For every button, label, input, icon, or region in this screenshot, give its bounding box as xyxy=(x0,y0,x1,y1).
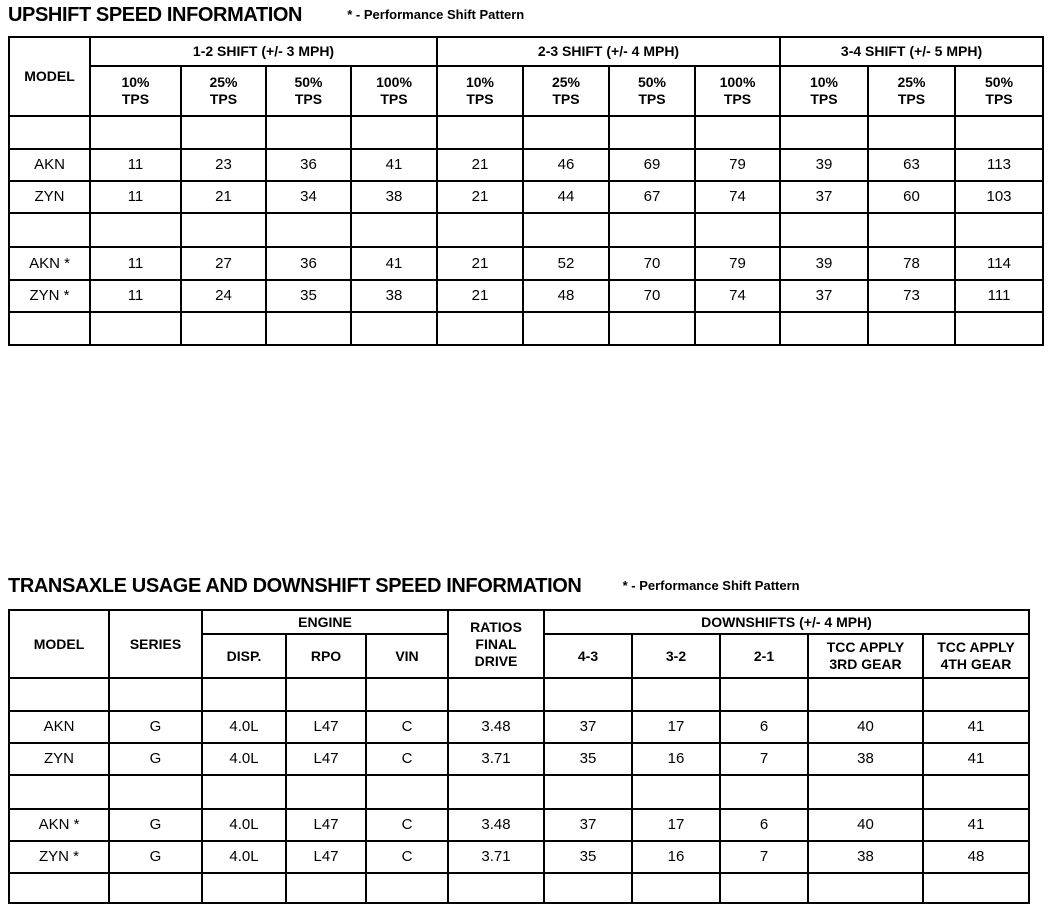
shift-34-header: 3-4 SHIFT (+/- 5 MPH) xyxy=(780,37,1043,66)
table-row: ZYN * 11 24 35 38 21 48 70 74 37 73 111 xyxy=(9,280,1043,312)
upshift-tps-header-row xyxy=(9,66,1043,116)
transaxle-note: * - Performance Shift Pattern xyxy=(622,578,800,593)
transaxle-table xyxy=(8,609,1030,904)
model-cell: AKN * xyxy=(9,247,90,280)
model-cell: ZYN xyxy=(9,743,109,775)
table-row-blank xyxy=(9,116,1043,149)
ratios-header: RATIOS FINAL DRIVE xyxy=(448,610,544,678)
tps-header: 10% TPS xyxy=(437,66,523,116)
tps-header: 10% TPS xyxy=(90,66,181,116)
table-row: ZYN 11 21 34 38 21 44 67 74 37 60 103 xyxy=(9,181,1043,213)
upshift-heading xyxy=(8,4,524,27)
upshift-model-header: MODEL xyxy=(9,37,90,116)
upshift-title: UPSHIFT SPEED INFORMATION xyxy=(8,4,303,26)
table-row: AKN * 11 27 36 41 21 52 70 79 39 78 114 xyxy=(9,247,1043,280)
table-row: ZYN * G 4.0L L47 C 3.71 35 16 7 38 48 xyxy=(9,841,1029,873)
shift-12-header: 1-2 SHIFT (+/- 3 MPH) xyxy=(90,37,437,66)
rpo-header: RPO xyxy=(286,634,366,678)
tps-header: 50% TPS xyxy=(609,66,695,116)
model-cell: AKN xyxy=(9,711,109,743)
series-header: SERIES xyxy=(109,610,202,678)
tcc-4th-header: TCC APPLY 4TH GEAR xyxy=(923,634,1029,678)
table-row-blank xyxy=(9,873,1029,903)
transaxle-heading xyxy=(8,575,800,598)
disp-header: DISP. xyxy=(202,634,286,678)
model-cell: AKN xyxy=(9,149,90,181)
tcc-3rd-header: TCC APPLY 3RD GEAR xyxy=(808,634,923,678)
engine-header: ENGINE xyxy=(202,610,448,634)
table-row-blank xyxy=(9,213,1043,247)
transaxle-title: TRANSAXLE USAGE AND DOWNSHIFT SPEED INFORMATION xyxy=(8,575,582,597)
table-row-blank xyxy=(9,775,1029,809)
tps-header: 25% TPS xyxy=(181,66,266,116)
tps-header: 50% TPS xyxy=(955,66,1043,116)
table-row: AKN * G 4.0L L47 C 3.48 37 17 6 40 41 xyxy=(9,809,1029,841)
transaxle-model-header: MODEL xyxy=(9,610,109,678)
downshift-32-header: 3-2 xyxy=(632,634,720,678)
tps-header: 100% TPS xyxy=(695,66,780,116)
upshift-note: * - Performance Shift Pattern xyxy=(347,7,525,22)
downshifts-header: DOWNSHIFTS (+/- 4 MPH) xyxy=(544,610,1029,634)
model-cell: ZYN xyxy=(9,181,90,213)
tps-header: 50% TPS xyxy=(266,66,351,116)
table-row-blank xyxy=(9,678,1029,711)
table-row: ZYN G 4.0L L47 C 3.71 35 16 7 38 41 xyxy=(9,743,1029,775)
downshift-43-header: 4-3 xyxy=(544,634,632,678)
model-cell: ZYN * xyxy=(9,280,90,312)
table-row-blank xyxy=(9,312,1043,345)
shift-23-header: 2-3 SHIFT (+/- 4 MPH) xyxy=(437,37,780,66)
upshift-group-header-row xyxy=(9,37,1043,66)
upshift-table xyxy=(8,36,1044,346)
table-row: AKN G 4.0L L47 C 3.48 37 17 6 40 41 xyxy=(9,711,1029,743)
downshift-21-header: 2-1 xyxy=(720,634,808,678)
model-cell: ZYN * xyxy=(9,841,109,873)
tps-header: 25% TPS xyxy=(868,66,955,116)
table-row: AKN 11 23 36 41 21 46 69 79 39 63 113 xyxy=(9,149,1043,181)
vin-header: VIN xyxy=(366,634,448,678)
model-cell: AKN * xyxy=(9,809,109,841)
tps-header: 10% TPS xyxy=(780,66,868,116)
tps-header: 25% TPS xyxy=(523,66,609,116)
transaxle-header-row-1 xyxy=(9,610,1029,634)
tps-header: 100% TPS xyxy=(351,66,437,116)
